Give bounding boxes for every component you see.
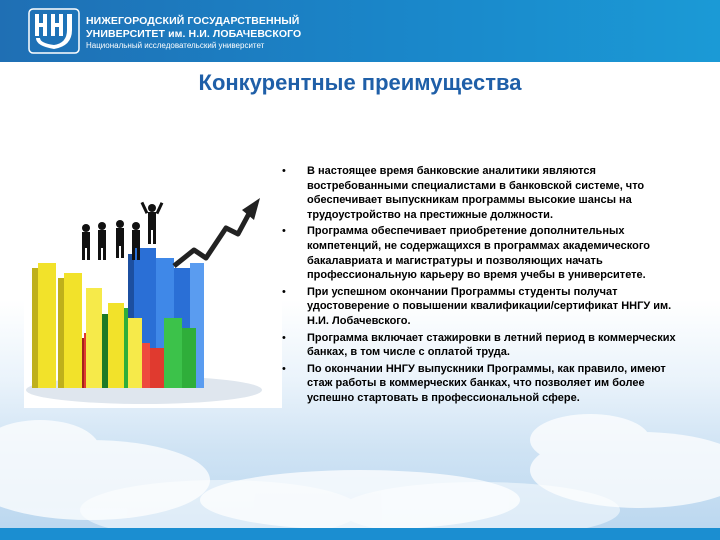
header-bar [0, 0, 720, 62]
bullet-item [282, 362, 692, 406]
bullet-list [282, 164, 692, 408]
bullet-item [282, 224, 692, 282]
university-subtitle: Национальный исследовательский университет [86, 41, 265, 50]
unn-logo-icon [28, 8, 80, 54]
bullet-item [282, 285, 692, 329]
university-name-line2: УНИВЕРСИТЕТ им. Н.И. ЛОБАЧЕВСКОГО [86, 28, 302, 40]
bullet-text: В настоящее время банковские аналитики являются востребованными специалистами в банковской системе, что обеспечивает выпускникам программы высокие шансы на трудоустройство на престижные должности. [307, 165, 645, 221]
slide-title: Конкурентные преимущества [198, 70, 522, 95]
university-name-line1: НИЖЕГОРОДСКИЙ ГОСУДАРСТВЕННЫЙ [86, 15, 300, 27]
footer-bar [0, 528, 720, 540]
bullet-text: Программа включает стажировки в летний период в коммерческих банках, в том числе с оплатой труда. [307, 331, 676, 359]
bullet-text: Программа обеспечивает приобретение дополнительных компетенций, не содержащихся в программах академического бакалавриата и магистратуры и позволяющих начать профессиональную карьеру во время учебы в университете. [307, 225, 650, 282]
bullet-marker: • [282, 285, 286, 298]
bullet-marker: • [282, 362, 286, 375]
bullet-text: По окончании ННГУ выпускники Программы, как правило, имеют стаж работы в коммерческих банках, что позволяет им более успешно стартовать в профессиональной сфере. [307, 362, 666, 404]
bullet-marker: • [282, 225, 286, 238]
bullet-marker: • [282, 331, 286, 344]
bullet-text: При успешном окончании Программы студенты получат удостоверение о повышении квалификации/сертификат ННГУ им. Н.И. Лобачевского. [307, 285, 672, 327]
bullet-item [282, 331, 692, 360]
bullet-marker: • [282, 165, 286, 177]
bullet-item [282, 164, 692, 222]
